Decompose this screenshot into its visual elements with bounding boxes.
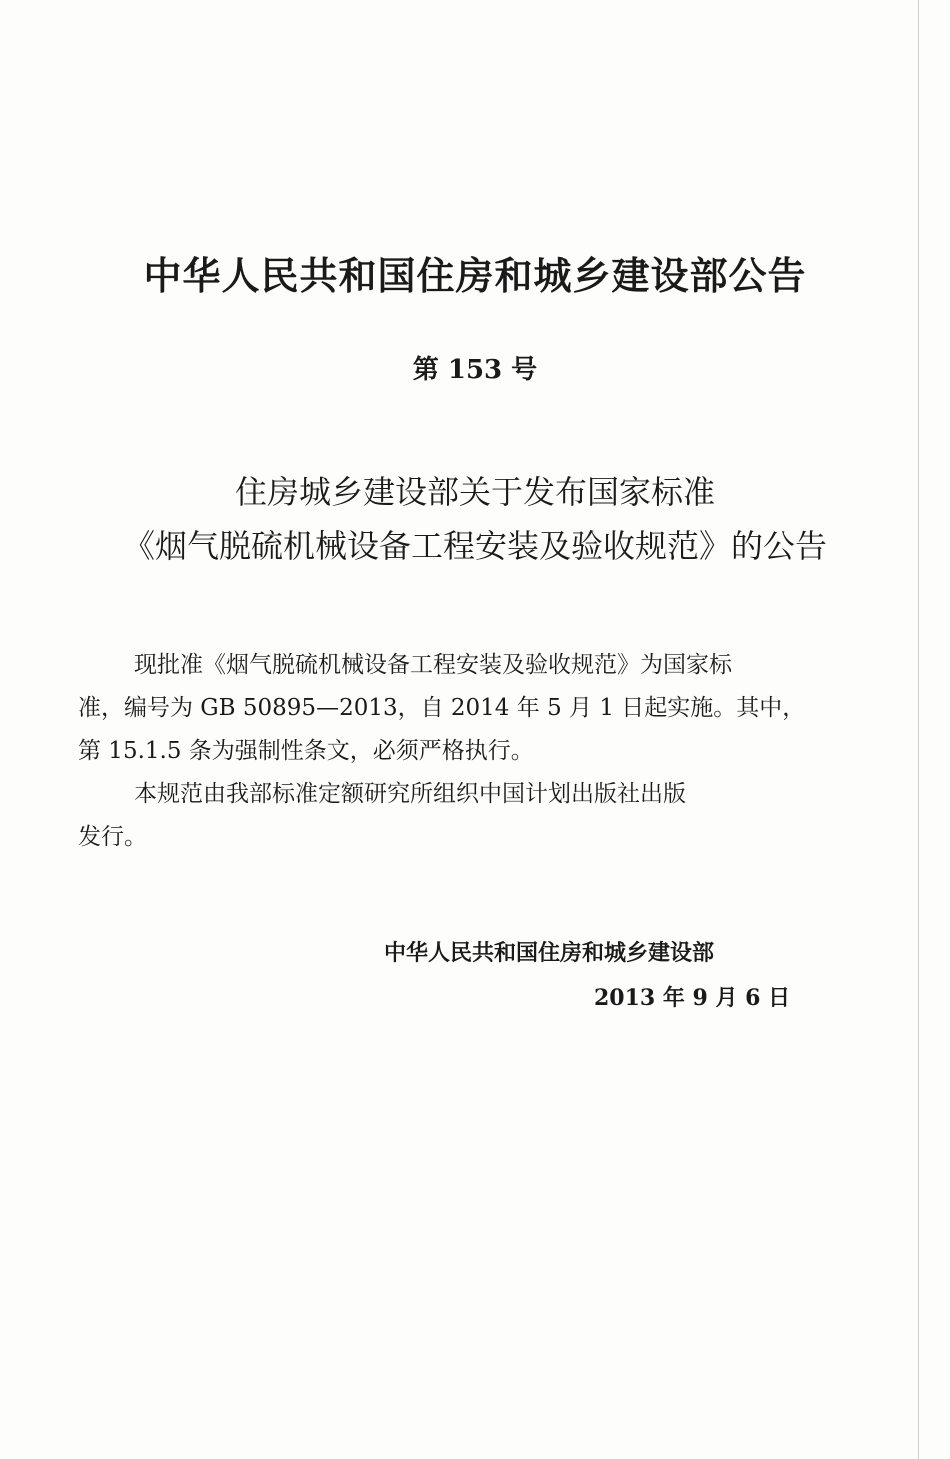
body-paragraph-1-line-2: 准，编号为 GB 50895—2013，自 2014 年 5 月 1 日起实施。其中， (78, 695, 806, 721)
signature-date: 2013 年 9 月 6 日 (594, 985, 791, 1011)
announcement-title: 中华人民共和国住房和城乡建设部公告 (143, 254, 807, 298)
body-paragraph-2-line-1: 本规范由我部标准定额研究所组织中国计划出版社出版 (134, 781, 686, 807)
body-paragraph-2-line-2: 发行。 (78, 824, 147, 850)
announcement-subtitle-line1: 住房城乡建设部关于发布国家标准 (234, 473, 715, 511)
announcement-subtitle-line2: 《烟气脱硫机械设备工程安装及验收规范》的公告 (122, 527, 827, 565)
page-edge-line (918, 0, 919, 1459)
body-paragraph-1-line-3: 第 15.1.5 条为强制性条文，必须严格执行。 (78, 738, 534, 764)
body-paragraph-1-line-1: 现批准《烟气脱硫机械设备工程安装及验收规范》为国家标 (134, 652, 732, 678)
signature-organization: 中华人民共和国住房和城乡建设部 (384, 941, 715, 966)
announcement-number: 第 153 号 (412, 355, 538, 385)
